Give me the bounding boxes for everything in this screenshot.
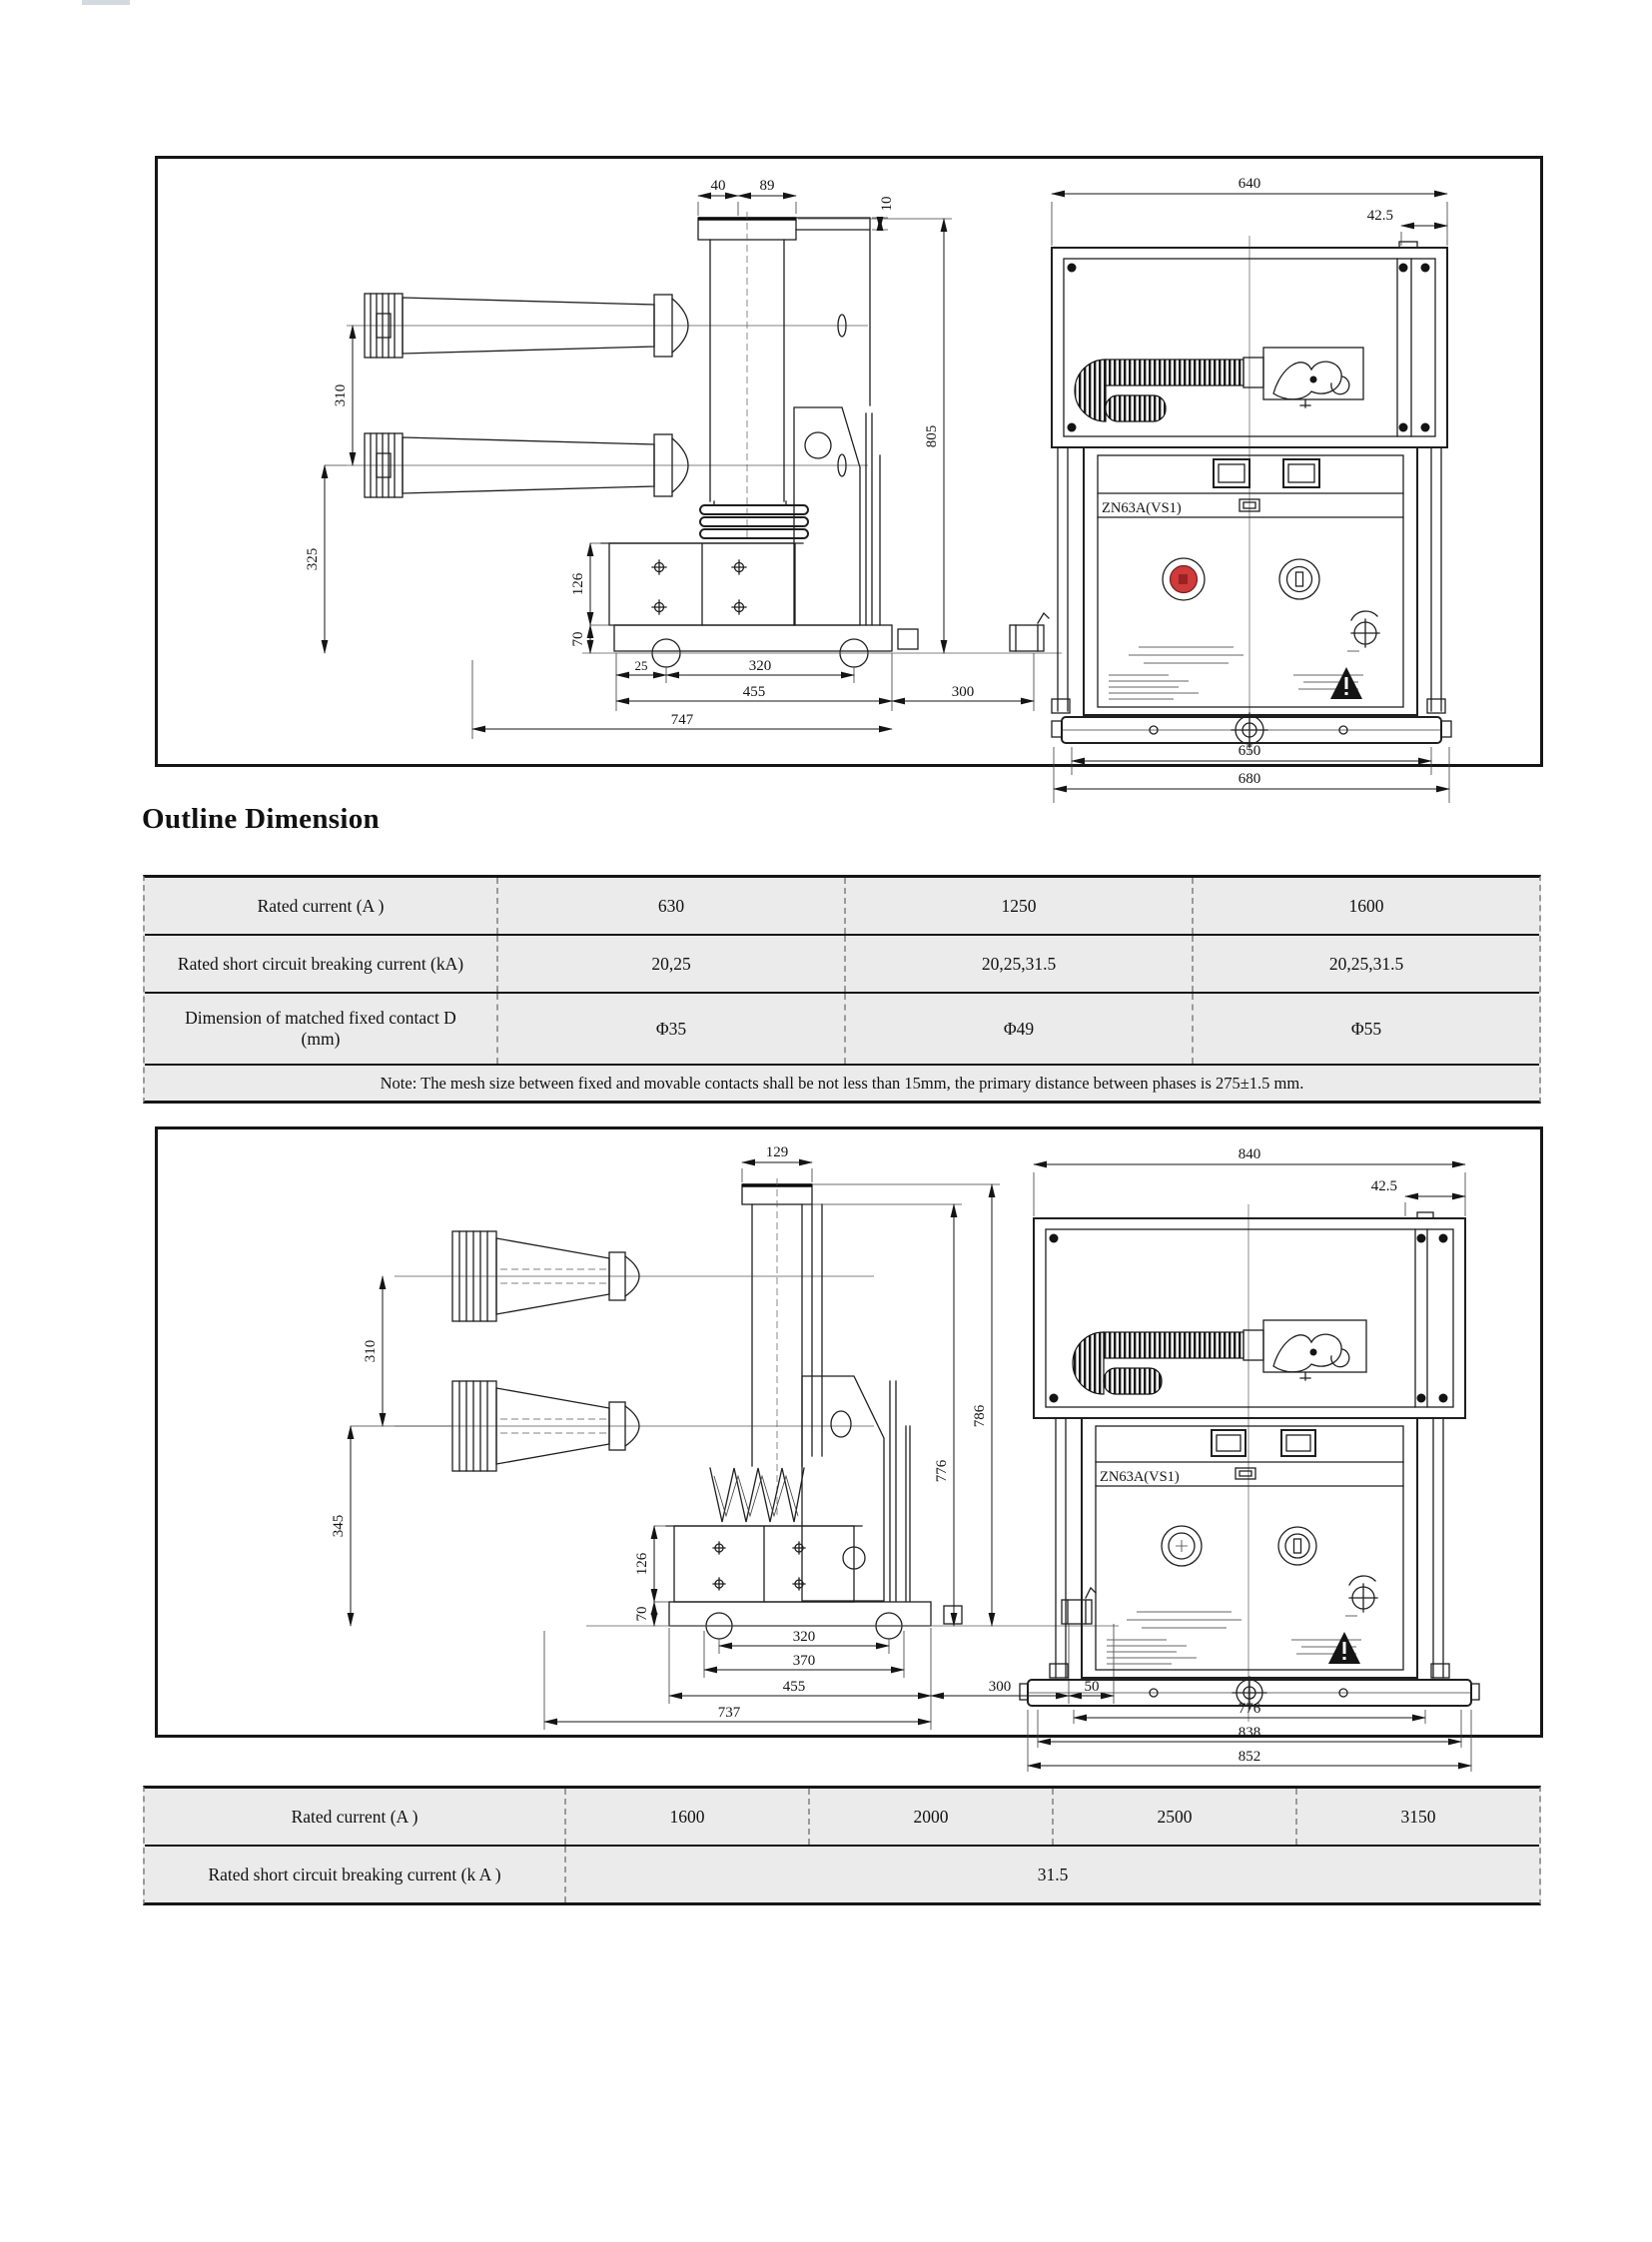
t2-r1-label: Rated short circuit breaking current (k A ) bbox=[208, 1864, 501, 1884]
table-row bbox=[145, 994, 1539, 1066]
side-view-2-dimensions bbox=[331, 1144, 1114, 1730]
t1-r0-label: Rated current (A ) bbox=[257, 895, 385, 916]
dim-label-310: 310 bbox=[333, 383, 349, 407]
dim-label-680: 680 bbox=[1238, 771, 1261, 787]
dim-label-786: 786 bbox=[972, 1404, 988, 1428]
interlock-bracket-2 bbox=[1062, 1588, 1096, 1624]
dim-label-42-5-2: 42.5 bbox=[1370, 1178, 1397, 1194]
flexible-conduit bbox=[1075, 358, 1263, 421]
side-view-1-dimensions bbox=[305, 178, 1034, 739]
dim-label-838: 838 bbox=[1238, 1725, 1261, 1741]
t1-r1-v0: 20,25 bbox=[496, 936, 844, 992]
page-title: Outline Dimension bbox=[142, 803, 380, 835]
flexible-conduit-2 bbox=[1073, 1330, 1263, 1394]
truck-base-2 bbox=[586, 1602, 1119, 1639]
spec-table-1 bbox=[143, 875, 1541, 1104]
t1-r0-v1: 1250 bbox=[844, 878, 1192, 934]
dim-label-25: 25 bbox=[634, 658, 648, 673]
dim-label-126: 126 bbox=[570, 572, 586, 596]
front-base-bar bbox=[1052, 713, 1451, 747]
dim-label-747: 747 bbox=[670, 712, 694, 728]
close-button-2 bbox=[1278, 1527, 1316, 1565]
close-button bbox=[1279, 559, 1319, 599]
dim-label-852: 852 bbox=[1238, 1749, 1261, 1765]
warning-triangle-icon-2 bbox=[1328, 1632, 1360, 1664]
dim-label-310-2: 310 bbox=[363, 1339, 379, 1363]
dim-label-300-2: 300 bbox=[988, 1679, 1012, 1695]
mount-box-2 bbox=[666, 1526, 862, 1602]
open-button-2 bbox=[1162, 1526, 1202, 1566]
t1-r1-v2: 20,25,31.5 bbox=[1192, 936, 1539, 992]
dim-label-776-side: 776 bbox=[934, 1459, 950, 1483]
pole-column bbox=[698, 212, 870, 539]
table-note-row bbox=[145, 1066, 1539, 1101]
dim-label-89: 89 bbox=[759, 178, 775, 194]
dim-label-776-front: 776 bbox=[1238, 1701, 1261, 1717]
t2-r0-v3: 3150 bbox=[1295, 1789, 1539, 1845]
table-row bbox=[145, 1847, 1539, 1902]
t1-r1-label: Rated short circuit breaking current (kA) bbox=[177, 953, 464, 974]
nameplate-model-label-2: ZN63A(VS1) bbox=[1100, 1469, 1180, 1485]
drawing-panel-2 bbox=[155, 1126, 1543, 1765]
charging-shaft-2 bbox=[1345, 1576, 1377, 1616]
breaker-front-body bbox=[1052, 447, 1445, 715]
dim-label-50: 50 bbox=[1084, 1679, 1100, 1695]
operating-handle bbox=[1263, 348, 1363, 407]
side-view-1 bbox=[347, 212, 1062, 667]
mount-box bbox=[601, 543, 803, 625]
dim-label-40: 40 bbox=[710, 178, 726, 194]
table-note: Note: The mesh size between fixed and movable contacts shall be not less than 15mm, the primary distance between phases is 275±1.5 mm. bbox=[380, 1073, 1304, 1093]
t2-r1-span-value: 31.5 bbox=[564, 1847, 1539, 1902]
operating-handle-2 bbox=[1263, 1320, 1366, 1380]
rear-frame-plate bbox=[794, 407, 880, 625]
dim-label-325: 325 bbox=[305, 547, 321, 571]
dim-label-840: 840 bbox=[1238, 1146, 1261, 1162]
warning-triangle-icon bbox=[1330, 667, 1362, 699]
dim-label-129: 129 bbox=[765, 1144, 789, 1160]
table-row bbox=[145, 878, 1539, 936]
spring-bellows bbox=[710, 1468, 804, 1522]
t2-r0-v0: 1600 bbox=[564, 1789, 808, 1845]
t1-r1-v1: 20,25,31.5 bbox=[844, 936, 1192, 992]
front-view-2 bbox=[1020, 1204, 1479, 1722]
side-view-2 bbox=[395, 1178, 1119, 1639]
drawing-2 bbox=[158, 1129, 1540, 1765]
bellows bbox=[700, 501, 808, 538]
drawing-1 bbox=[158, 159, 1540, 787]
dim-label-42-5: 42.5 bbox=[1366, 208, 1393, 224]
rear-frame-plate-2 bbox=[802, 1376, 910, 1601]
front-view-1-dimensions bbox=[1052, 176, 1449, 803]
t1-r0-v2: 1600 bbox=[1192, 878, 1539, 934]
t1-r0-v0: 630 bbox=[496, 878, 844, 934]
dim-label-650: 650 bbox=[1238, 743, 1261, 759]
dim-label-455: 455 bbox=[742, 684, 766, 700]
scan-artifact bbox=[82, 0, 130, 5]
dim-label-455-2: 455 bbox=[782, 1679, 806, 1695]
dim-label-320: 320 bbox=[748, 658, 772, 674]
interlock-bracket bbox=[1010, 613, 1049, 651]
t2-r0-label: Rated current (A ) bbox=[291, 1806, 418, 1827]
t1-r2-v0: Φ35 bbox=[496, 994, 844, 1064]
spec-table-2 bbox=[143, 1786, 1541, 1905]
t1-r2-label: Dimension of matched fixed contact D (mm) bbox=[185, 1008, 456, 1049]
table-row bbox=[145, 936, 1539, 994]
dim-label-320-2: 320 bbox=[792, 1629, 816, 1645]
open-button-red bbox=[1163, 558, 1205, 600]
t1-r2-v2: Φ55 bbox=[1192, 994, 1539, 1064]
nameplate-text-block-2 bbox=[1107, 1612, 1361, 1664]
front-view-1 bbox=[1052, 236, 1451, 755]
t2-r0-v1: 2000 bbox=[808, 1789, 1052, 1845]
charging-shaft bbox=[1347, 611, 1379, 651]
dim-label-805: 805 bbox=[924, 424, 940, 448]
dim-label-70: 70 bbox=[570, 631, 586, 647]
drawing-panel-1 bbox=[155, 156, 1543, 787]
dim-label-70-2: 70 bbox=[634, 1606, 650, 1622]
dim-label-126-2: 126 bbox=[634, 1552, 650, 1576]
t2-r0-v2: 2500 bbox=[1052, 1789, 1295, 1845]
dim-label-737: 737 bbox=[717, 1705, 741, 1721]
breaker-front-body-2 bbox=[1050, 1418, 1449, 1678]
nameplate-text-block bbox=[1109, 647, 1363, 699]
t1-r2-v1: Φ49 bbox=[844, 994, 1192, 1064]
nameplate-model-label: ZN63A(VS1) bbox=[1102, 500, 1182, 516]
dim-label-640: 640 bbox=[1238, 176, 1261, 192]
dim-label-370: 370 bbox=[792, 1653, 816, 1669]
dim-label-345: 345 bbox=[331, 1514, 347, 1538]
table-row bbox=[145, 1789, 1539, 1847]
dim-label-10: 10 bbox=[879, 196, 895, 212]
truck-base bbox=[582, 625, 1062, 667]
pole-column-2 bbox=[742, 1178, 822, 1518]
dim-label-300: 300 bbox=[951, 684, 975, 700]
